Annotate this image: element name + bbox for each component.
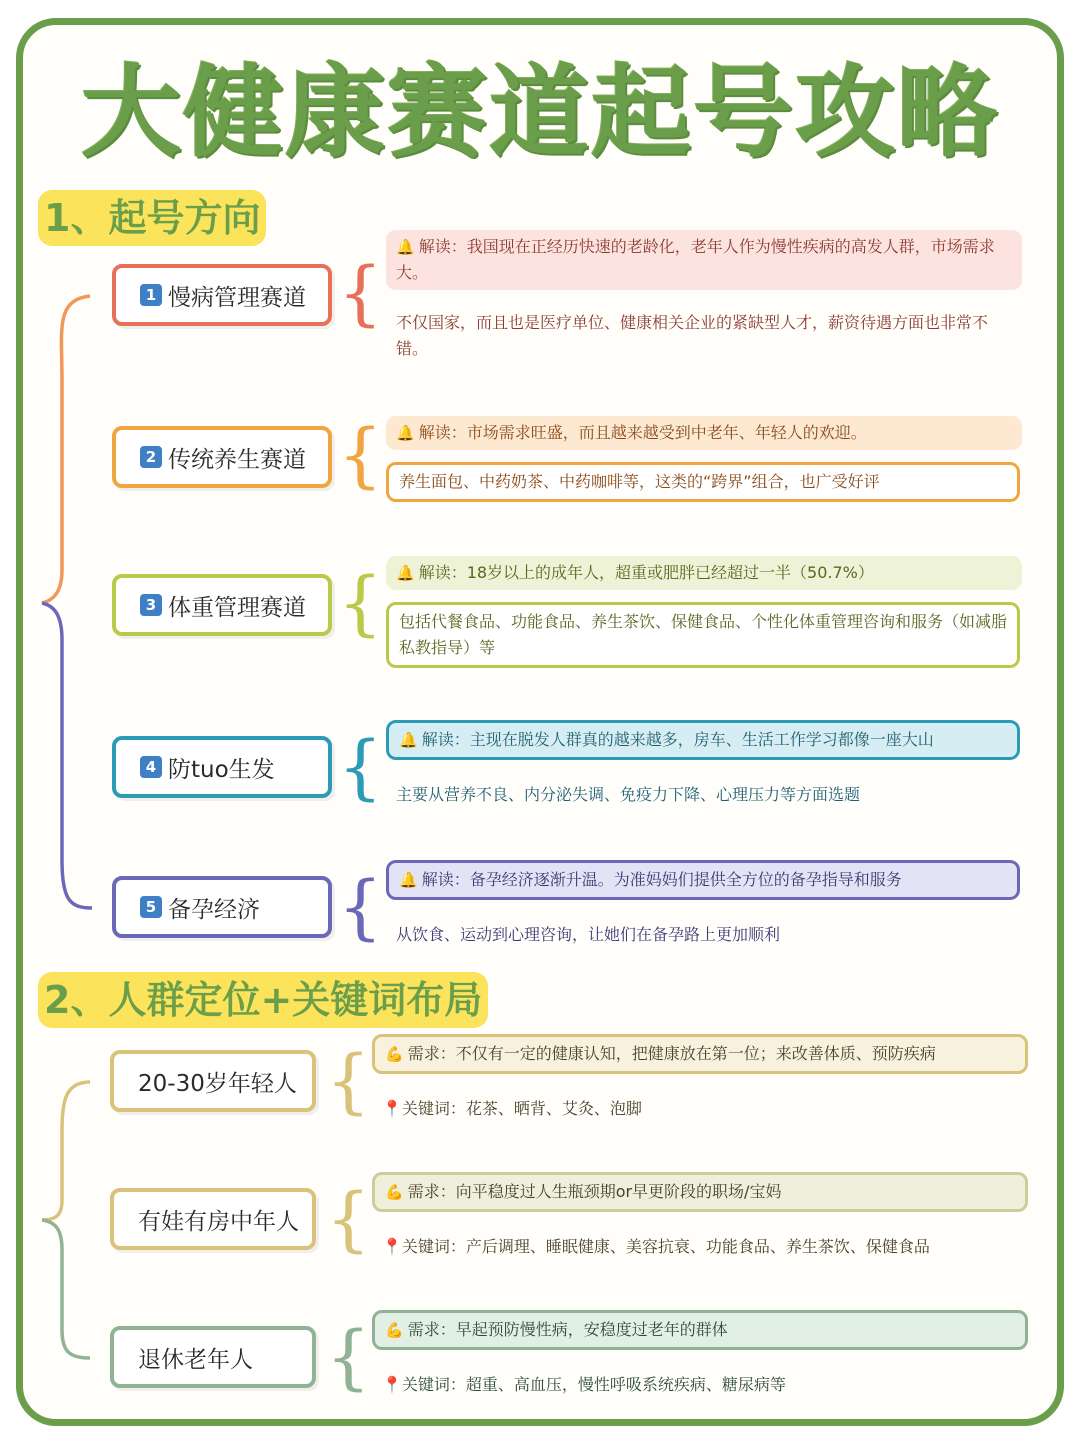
audience-label: 20-30岁年轻人 [138, 1070, 297, 1097]
number-badge: 4 [140, 756, 162, 778]
insight-text: 解读：18岁以上的成年人，超重或肥胖已经超过一半（50.7%） [418, 563, 874, 582]
track-node-chronic-disease [112, 264, 332, 326]
bell-icon: 🔔 [396, 424, 415, 442]
detail-text: 不仅国家，而且也是医疗单位、健康相关企业的紧缺型人才，薪资待遇方面也非常不错。 [396, 313, 989, 358]
track-node-pregnancy-prep [112, 876, 332, 938]
audience-label: 退休老年人 [138, 1346, 253, 1373]
insight-text: 解读：我国现在正经历快速的老龄化，老年人作为慢性疾病的高发人群，市场需求大。 [396, 237, 995, 282]
detail-text: 从饮食、运动到心理咨询，让她们在备孕路上更加顺利 [396, 925, 781, 944]
track-node-hair-loss [112, 736, 332, 798]
insight-note [386, 416, 1022, 450]
insight-text: 解读：主现在脱发人群真的越来越多，房车、生活工作学习都像一座大山 [421, 730, 934, 749]
brace-icon: { [326, 1040, 371, 1122]
keyword-note [372, 1368, 1028, 1402]
insight-text: 解读：市场需求旺盛，而且越来越受到中老年、年轻人的欢迎。 [418, 423, 867, 442]
track-label: 慢病管理赛道 [168, 284, 306, 311]
detail-text: 主要从营养不良、内分泌失调、免疫力下降、心理压力等方面选题 [396, 785, 861, 804]
need-text: 需求：早起预防慢性病，安稳度过老年的群体 [407, 1320, 728, 1339]
track-label: 防tuo生发 [168, 756, 275, 783]
keyword-text: 关键词：产后调理、睡眠健康、美容抗衰、功能食品、养生茶饮、保健食品 [401, 1237, 930, 1256]
need-note [372, 1310, 1028, 1350]
pin-icon: 📍 [382, 1237, 402, 1256]
number-badge: 1 [140, 284, 162, 306]
need-note [372, 1034, 1028, 1074]
insight-note [386, 720, 1020, 760]
detail-text: 包括代餐食品、功能食品、养生茶饮、保健食品、个性化体重管理咨询和服务（如减脂私教指导）等 [386, 602, 1020, 668]
insight-text: 解读：备孕经济逐渐升温。为准妈妈们提供全方位的备孕指导和服务 [421, 870, 902, 889]
audience-label: 有娃有房中年人 [138, 1208, 299, 1235]
pin-icon: 📍 [382, 1375, 402, 1394]
track-label: 体重管理赛道 [168, 594, 306, 621]
track-label: 备孕经济 [168, 896, 260, 923]
section-title-audience: 2、人群定位+关键词布局 [38, 972, 488, 1028]
bell-icon: 🔔 [396, 564, 415, 582]
track-node-weight-management [112, 574, 332, 636]
brace-icon: { [338, 866, 383, 948]
keyword-text: 关键词：花茶、晒背、艾灸、泡脚 [401, 1099, 642, 1118]
page-title: 大健康赛道起号攻略 [81, 54, 999, 171]
brace-icon: { [338, 252, 383, 334]
insight-note [386, 860, 1020, 900]
audience-node-retired [110, 1326, 316, 1388]
track-node-traditional-health [112, 426, 332, 488]
brace-icon: { [326, 1316, 371, 1398]
brace-icon: { [338, 414, 383, 496]
number-badge: 3 [140, 594, 162, 616]
muscle-icon: 💪 [385, 1321, 404, 1339]
track-label: 传统养生赛道 [168, 446, 306, 473]
need-note [372, 1172, 1028, 1212]
keyword-note [372, 1230, 1028, 1264]
audience-node-young [110, 1050, 316, 1112]
section-title-direction: 1、起号方向 [38, 190, 266, 246]
bell-icon: 🔔 [399, 731, 418, 749]
pin-icon: 📍 [382, 1099, 402, 1118]
insight-note [386, 556, 1022, 590]
brace-icon: { [326, 1178, 371, 1260]
detail-text: 养生面包、中药奶茶、中药咖啡等，这类的“跨界”组合，也广受好评 [386, 462, 1020, 502]
insight-note [386, 230, 1022, 290]
number-badge: 2 [140, 446, 162, 468]
keyword-note [372, 1092, 1028, 1126]
brace-icon: { [338, 562, 383, 644]
brace-icon: { [338, 726, 383, 808]
number-badge: 5 [140, 896, 162, 918]
muscle-icon: 💪 [385, 1045, 404, 1063]
muscle-icon: 💪 [385, 1183, 404, 1201]
audience-node-middle-aged [110, 1188, 316, 1250]
bell-icon: 🔔 [396, 238, 415, 256]
need-text: 需求：不仅有一定的健康认知，把健康放在第一位；来改善体质、预防疾病 [407, 1044, 936, 1063]
need-text: 需求：向平稳度过人生瓶颈期or早更阶段的职场/宝妈 [407, 1182, 782, 1201]
keyword-text: 关键词：超重、高血压，慢性呼吸系统疾病、糖尿病等 [401, 1375, 786, 1394]
bell-icon: 🔔 [399, 871, 418, 889]
